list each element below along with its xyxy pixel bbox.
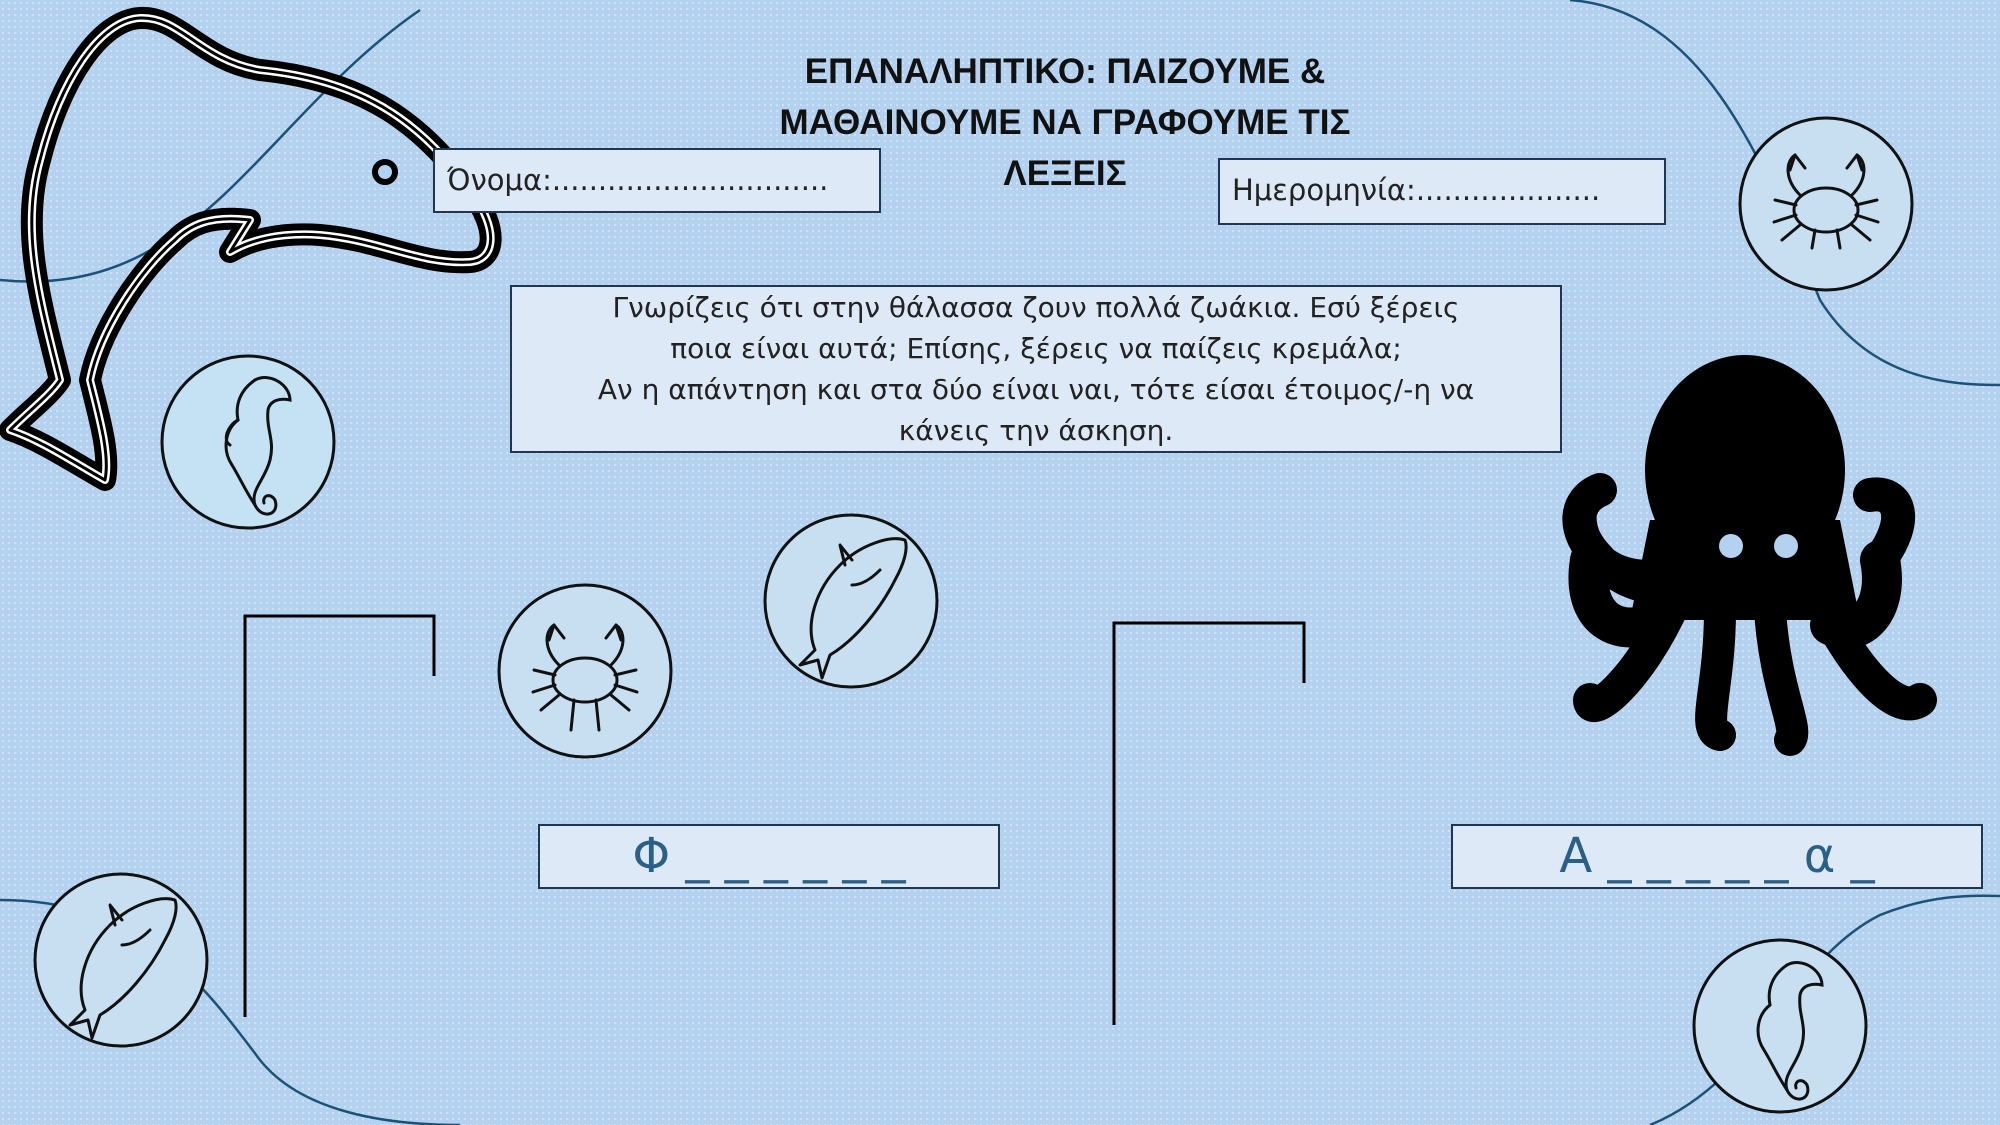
hangman-word-2-text: Α _ _ _ _ _ α _ [1559, 828, 1875, 884]
title-line-3: ΛΕΞΕΙΣ [1003, 154, 1127, 193]
hangman-gallows-right [1114, 623, 1304, 1025]
hangman-word-2[interactable] [1451, 824, 1983, 889]
hangman-word-1[interactable] [538, 824, 1000, 889]
octopus-icon [1573, 355, 1920, 740]
title-line-2: ΜΑΘΑΙΝΟΥΜΕ ΝΑ ΓΡΑΦΟΥΜΕ ΤΙΣ [779, 103, 1351, 142]
orca-badge-center [765, 515, 937, 687]
orca-badge-bottom-left [35, 874, 207, 1046]
title-line-1: ΕΠΑΝΑΛΗΠΤΙΚΟ: ΠΑΙΖΟΥΜΕ & [804, 52, 1326, 91]
intro-line-1: Γνωρίζεις ότι στην θάλασσα ζουν πολλά ζωάκια. Εσύ ξέρεις [612, 291, 1460, 324]
name-label: Όνομα:.............................. [447, 163, 829, 197]
dolphin-eye [375, 162, 395, 182]
octopus-eye-left [1719, 534, 1743, 558]
instructions-box [510, 285, 1562, 453]
seahorse-badge-bottom-right [1694, 940, 1866, 1112]
crab-badge-top-right [1740, 118, 1912, 290]
date-field[interactable] [1218, 158, 1666, 225]
intro-line-4: κάνεις την άσκηση. [898, 414, 1174, 447]
hangman-word-1-text: Φ _ _ _ _ _ _ [632, 828, 906, 884]
intro-line-3: Αν η απάντηση και στα δύο είναι ναι, τότε είσαι έτοιμος/-η να [597, 373, 1475, 406]
date-label: Ημερομηνία:.................... [1232, 173, 1601, 207]
intro-line-2: ποια είναι αυτά; Επίσης, ξέρεις να παίζεις κρεμάλα; [670, 332, 1402, 365]
seahorse-badge-left [162, 356, 334, 528]
octopus-eye-right [1774, 534, 1798, 558]
hangman-gallows-left [245, 616, 434, 1017]
crab-badge-center [499, 585, 671, 757]
name-field[interactable] [433, 148, 881, 213]
